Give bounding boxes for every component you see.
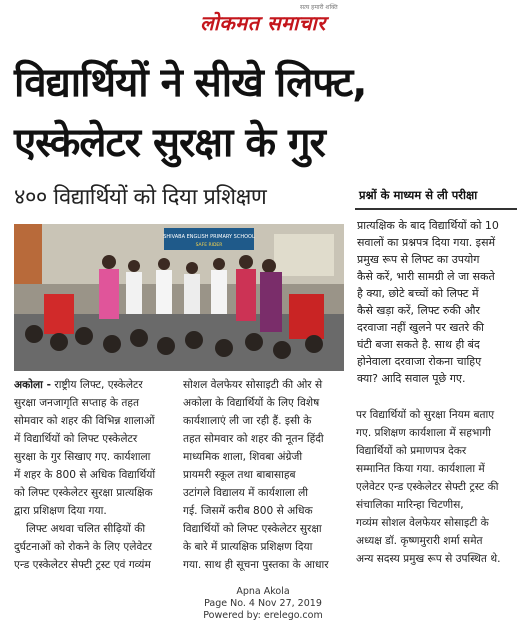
sidebar-line: घंटी बजा सकते है. साथ ही बंद <box>357 338 480 351</box>
column-line: गव्यंम सोशल वेलफेयर सोसाइटी के <box>356 517 489 529</box>
headline-line-1: विद्यार्थियों ने सीखे लिफ्ट, <box>14 60 367 106</box>
headline-line-2: एस्केलेटर सुरक्षा के गुर <box>14 120 325 166</box>
column-line: सोमवार को शहर की विभिन्न शालाओं <box>14 415 155 427</box>
sidebar-body <box>357 217 517 387</box>
column-line: सुरक्षा के गुर सिखाए गए. कार्यशाला <box>14 451 151 463</box>
sidebar-line: दरवाजा नहीं खुलने पर खतरे की <box>357 321 484 334</box>
sidebar-line: कैसे खड़ा करें, लिफ्ट रुकी और <box>357 304 481 317</box>
news-photo <box>14 224 344 371</box>
masthead <box>0 0 526 46</box>
column-line: विद्यार्थियों को प्रमाणपत्र देकर <box>356 445 467 457</box>
footer-powered-by: Powered by: erelego.com <box>203 610 323 621</box>
photo-sign-text: SAFE RIDER <box>195 243 223 248</box>
column-line: सम्मानित किया गया. कार्यशाला में <box>356 463 485 475</box>
article-column-1 <box>14 376 174 574</box>
column-line: गई. जिसमें करीब 800 से अधिक <box>183 505 313 517</box>
column-line: अकोला - राष्ट्रीय लिफ्ट, एस्केलेटर <box>14 379 143 391</box>
column-line: में विद्यार्थियों को लिफ्ट एस्केलेटर <box>14 433 138 445</box>
subheadline: ४०० विद्यार्थियों को दिया प्रशिक्षण <box>14 185 267 210</box>
column-line: विद्यार्थियों को लिफ्ट एस्केलेटर सुरक्षा <box>183 523 322 535</box>
newspaper-title: लोकमत समाचार <box>200 11 326 35</box>
column-line: एलेवेटर एन्ड एस्केलेटर सेफ्टी ट्रस्ट की <box>356 481 499 493</box>
sidebar-line: है क्या, छोटे बच्चों को लिफ्ट में <box>357 287 479 300</box>
column-line: संचालिका मारिन्हा चिटणीस, <box>356 499 464 511</box>
column-line: कार्यशालाएं ली जा रही हैं. इसी के <box>183 415 312 427</box>
column-line: अन्य सदस्य प्रमुख रूप से उपस्थित थे. <box>356 553 501 565</box>
sidebar-title: प्रश्नों के माध्यम से ली परीक्षा <box>359 188 478 202</box>
sidebar-line: कैसे करें, भारी सामग्री ले जा सकते <box>357 270 495 283</box>
column-line: एन्ड एस्केलेटर सेफ्टी ट्रस्ट एवं गव्यंम <box>14 559 151 571</box>
footer-page-date: Page No. 4 Nov 27, 2019 <box>204 598 322 609</box>
newspaper-tagline: सत्य हमारी शक्ति <box>300 4 338 11</box>
dateline: अकोला - <box>14 379 51 391</box>
sidebar-line: क्या? आदि सवाल पूछे गए. <box>357 372 466 385</box>
column-line: गए. प्रशिक्षण कार्यशाला में सहभागी <box>356 427 491 439</box>
column-line: सोशल वेलफेयर सोसाइटी की ओर से <box>183 379 323 391</box>
column-line: उटांगले विद्यालय में कार्यशाला ली <box>183 487 309 499</box>
footer-edition: Apna Akola <box>236 586 290 597</box>
sidebar-line: होनेवाला दरवाजा रोकना चाहिए <box>357 355 482 368</box>
sidebar-line: प्रमुख रूप से लिफ्ट का उपयोग <box>357 253 480 266</box>
column-line: गया. साथ ही सूचना पुस्तका के आधार <box>183 559 329 571</box>
column-line: पर विद्यार्थियों को सुरक्षा नियम बताए <box>356 409 495 421</box>
article-column-3 <box>356 406 518 568</box>
column-line: प्रायमरी स्कूल तथा बाबासाहब <box>183 469 296 481</box>
column-line: में शहर के 800 से अधिक विद्यार्थियों <box>14 469 156 481</box>
column-line: द्वारा प्रशिक्षण दिया गया. <box>14 505 107 517</box>
column-line: के बारे में प्रात्यक्षिक प्रशिक्षण दिया <box>183 541 313 553</box>
article-column-2 <box>183 376 345 574</box>
column-line: माध्यमिक शाला, शिवबा अंग्रेजी <box>183 451 303 463</box>
column-line: सुरक्षा जनजागृति सप्ताह के तहत <box>14 397 140 409</box>
sidebar-line: प्रात्यक्षिक के बाद विद्यार्थियों को 10 <box>357 219 499 232</box>
column-line: तहत सोमवार को शहर की नूतन हिंदी <box>183 433 324 445</box>
photo-banner-text: SHIVABA ENGLISH PRIMARY SCHOOL <box>163 234 255 240</box>
column-line: अध्यक्ष डॉ. कृष्णमुरारी शर्मा समेत <box>356 535 483 547</box>
classroom-photo-illustration <box>14 224 344 371</box>
sidebar-title-box <box>355 186 517 210</box>
column-line: को लिफ्ट एस्केलेटर सुरक्षा प्रात्यक्षिक <box>14 487 153 499</box>
column-line: दुर्घटनाओं को रोकने के लिए एलेवेटर <box>14 541 153 553</box>
sidebar-line: सवालों का प्रश्नपत्र दिया गया. इसमें <box>357 236 496 249</box>
column-line: अकोला के विद्यार्थियों के लिए विशेष <box>183 397 320 409</box>
column-line: लिफ्ट अथवा चलित सीढ़ियों की <box>26 523 146 535</box>
